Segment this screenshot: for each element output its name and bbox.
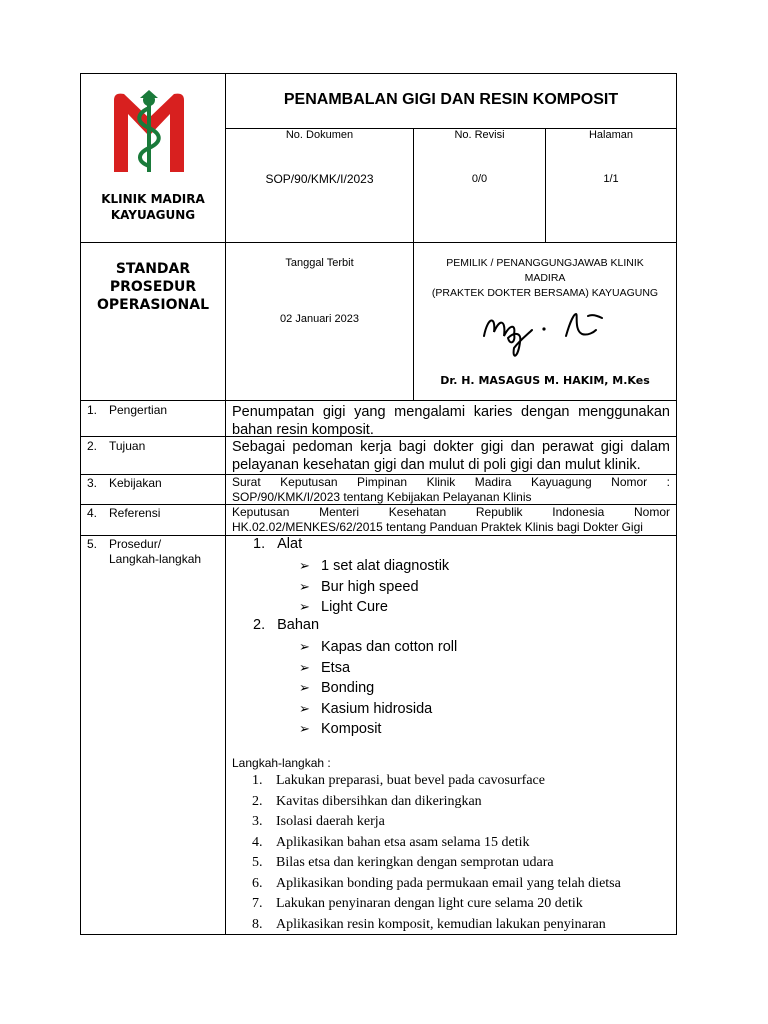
arrow-bullet-icon: ➢ bbox=[299, 578, 310, 594]
row-label-line: Langkah-langkah bbox=[109, 552, 202, 566]
step-text: Isolasi daerah kerja bbox=[276, 814, 385, 829]
row-number: 3. bbox=[87, 476, 98, 490]
row-number: 4. bbox=[87, 506, 98, 520]
list-item-text: Bur high speed bbox=[321, 578, 419, 595]
list-item bbox=[299, 658, 457, 679]
step-number: 8. bbox=[252, 916, 263, 932]
divider-rev-page bbox=[545, 128, 546, 242]
step-text: Kavitas dibersihkan dan dikeringkan bbox=[276, 793, 482, 809]
arrow-bullet-icon: ➢ bbox=[299, 659, 310, 675]
signature-graphic bbox=[470, 302, 620, 362]
step-item bbox=[252, 894, 621, 915]
signer-name: Dr. H. MASAGUS M. HAKIM, M.Kes bbox=[440, 374, 650, 387]
bahan-heading bbox=[253, 617, 319, 633]
border-top bbox=[80, 73, 677, 74]
sop-line3: OPERASIONAL bbox=[96, 297, 209, 313]
step-text: Lakukan penyinaran dengan light cure selama 20 detik bbox=[276, 896, 583, 911]
list-item-text: Kasium hidrosida bbox=[321, 700, 433, 717]
clinic-name bbox=[81, 191, 225, 223]
list-item-text: Light Cure bbox=[321, 599, 388, 615]
row-text-line: Sebagai pedoman kerja bagi dokter gigi dan perawat gigi dalam bbox=[232, 439, 670, 455]
bahan-number: 2. bbox=[253, 617, 266, 633]
row-number: 1. bbox=[87, 403, 98, 417]
list-item bbox=[299, 637, 457, 658]
step-text: Aplikasikan resin komposit, kemudian lakukan penyinaran bbox=[276, 916, 606, 932]
step-number: 4. bbox=[252, 834, 263, 850]
row-number: 5. bbox=[87, 537, 98, 551]
row-text-reference bbox=[232, 505, 670, 535]
row-text-line: SOP/90/KMK/I/2023 tentang Kebijakan Pelayanan Klinis bbox=[232, 490, 532, 504]
divider-row-1 bbox=[80, 400, 677, 401]
divider-row-5 bbox=[80, 535, 677, 536]
owner-line2: MADIRA bbox=[524, 272, 566, 284]
step-number: 1. bbox=[252, 773, 263, 788]
step-number: 7. bbox=[252, 896, 263, 911]
row-text-purpose bbox=[232, 438, 670, 474]
list-item bbox=[299, 577, 449, 598]
step-text: Lakukan preparasi, buat bevel pada cavosurface bbox=[276, 773, 545, 788]
doc-number-label: No. Dokumen bbox=[285, 129, 354, 141]
page-label: Halaman bbox=[588, 129, 634, 141]
row-label: Referensi bbox=[109, 506, 161, 520]
list-item-text: Etsa bbox=[321, 659, 351, 676]
owner-block bbox=[414, 256, 676, 301]
list-item bbox=[299, 678, 457, 699]
divider-doc-rev bbox=[413, 128, 414, 242]
issue-date-label: Tanggal Terbit bbox=[285, 257, 354, 269]
step-number: 6. bbox=[252, 875, 263, 891]
sop-line1: STANDAR bbox=[115, 261, 191, 277]
row-number: 2. bbox=[87, 439, 98, 453]
row-text-line: Surat Keputusan Pimpinan Klinik Madira Kayuagung Nomor : bbox=[232, 475, 670, 489]
step-text: Aplikasikan bahan etsa asam selama 15 detik bbox=[276, 834, 530, 850]
clinic-name-line1: KLINIK MADIRA bbox=[101, 192, 205, 206]
step-item bbox=[252, 874, 621, 895]
list-item-text: 1 set alat diagnostik bbox=[321, 558, 450, 574]
arrow-bullet-icon: ➢ bbox=[299, 700, 310, 716]
step-text: Bilas etsa dan keringkan dengan semprotan udara bbox=[276, 855, 554, 870]
row-text-line: Penumpatan gigi yang mengalami karies dengan menggunakan bbox=[232, 404, 670, 420]
issue-date-value: 02 Januari 2023 bbox=[280, 313, 359, 325]
step-item bbox=[252, 853, 621, 874]
list-item bbox=[299, 556, 449, 577]
alat-title: Alat bbox=[277, 536, 303, 552]
steps-list bbox=[252, 771, 621, 935]
alat-list bbox=[299, 556, 449, 618]
clinic-logo bbox=[104, 88, 194, 174]
list-item-text: Bonding bbox=[321, 680, 375, 696]
revision-value: 0/0 bbox=[471, 173, 488, 185]
doc-number-value: SOP/90/KMK/I/2023 bbox=[265, 172, 374, 186]
row-label-line: Prosedur/ bbox=[109, 537, 162, 551]
step-item bbox=[252, 915, 621, 936]
bahan-list bbox=[299, 637, 457, 740]
row-label: Pengertian bbox=[109, 403, 168, 417]
row-text-line: bahan resin komposit. bbox=[232, 422, 374, 438]
bahan-title: Bahan bbox=[277, 617, 320, 633]
list-item bbox=[299, 699, 457, 720]
row-label: Kebijakan bbox=[109, 476, 162, 490]
step-number: 5. bbox=[252, 855, 263, 870]
owner-line1: PEMILIK / PENANGGUNGJAWAB KLINIK bbox=[446, 257, 644, 269]
arrow-bullet-icon: ➢ bbox=[299, 599, 310, 614]
step-item bbox=[252, 771, 621, 792]
arrow-bullet-icon: ➢ bbox=[299, 558, 310, 573]
clinic-name-line2: KAYUAGUNG bbox=[110, 208, 196, 222]
row-text-definition bbox=[232, 403, 670, 439]
step-item bbox=[252, 792, 621, 813]
owner-line3: (PRAKTEK DOKTER BERSAMA) KAYUAGUNG bbox=[431, 287, 659, 299]
row-text-line: Keputusan Menteri Kesehatan Republik Indonesia Nomor bbox=[232, 505, 670, 519]
clinic-logo-graphic bbox=[104, 88, 194, 174]
arrow-bullet-icon: ➢ bbox=[299, 639, 310, 654]
step-item bbox=[252, 833, 621, 854]
list-item bbox=[299, 719, 457, 740]
row-text-line: pelayanan kesehatan gigi dan mulut di poli gigi dan mulut klinik. bbox=[232, 457, 641, 473]
signature bbox=[470, 302, 620, 362]
row-text-policy bbox=[232, 475, 670, 505]
document-title: PENAMBALAN GIGI DAN RESIN KOMPOSIT bbox=[283, 91, 619, 108]
alat-number: 1. bbox=[253, 536, 266, 552]
sop-line2: PROSEDUR bbox=[109, 279, 197, 295]
steps-title: Langkah-langkah : bbox=[232, 756, 331, 770]
step-number: 3. bbox=[252, 814, 263, 829]
list-item bbox=[299, 597, 449, 618]
revision-label: No. Revisi bbox=[454, 129, 505, 141]
alat-heading bbox=[253, 536, 302, 552]
step-item bbox=[252, 812, 621, 833]
arrow-bullet-icon: ➢ bbox=[299, 680, 310, 695]
row-text-line: HK.02.02/MENKES/62/2015 tentang Panduan Praktek Klinis bagi Dokter Gigi bbox=[232, 520, 643, 534]
list-item-text: Kapas dan cotton roll bbox=[321, 639, 458, 655]
step-number: 2. bbox=[252, 793, 263, 809]
divider-header bbox=[80, 242, 677, 243]
step-text: Aplikasikan bonding pada permukaan email yang telah dietsa bbox=[276, 875, 621, 891]
row-label bbox=[109, 537, 201, 567]
row-label: Tujuan bbox=[109, 439, 146, 453]
page-value: 1/1 bbox=[603, 173, 619, 185]
arrow-bullet-icon: ➢ bbox=[299, 721, 310, 736]
list-item-text: Komposit bbox=[321, 721, 382, 737]
sop-heading bbox=[81, 260, 225, 314]
